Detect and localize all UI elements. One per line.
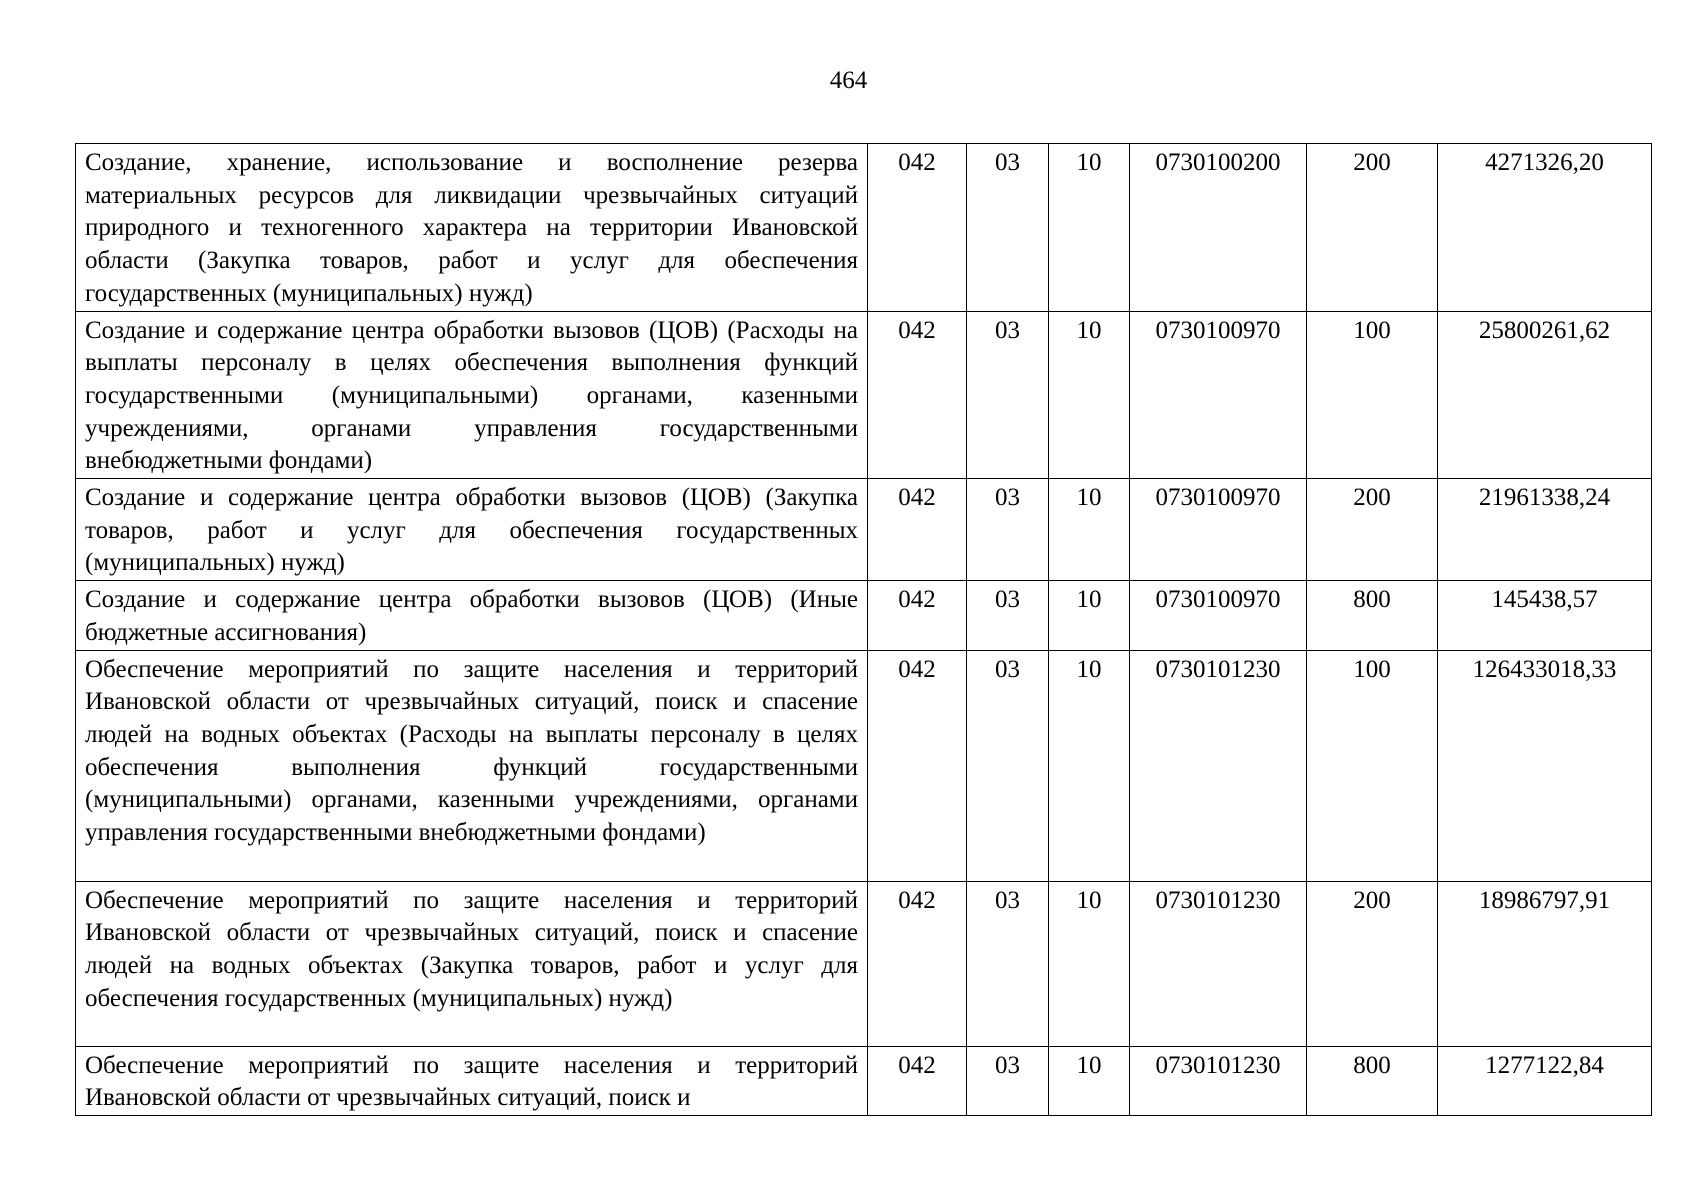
row-description: Создание и содержание центра обработки вызовов (ЦОВ) (Расходы на выплаты персоналу в целях обеспечения выполнения функций государственными (муниципальными) органами, казенными учреждениями, органами управления государственными внебюджетными фондами)	[76, 311, 868, 479]
table-row	[76, 144, 1652, 312]
row-expense-type-code: 200	[1307, 144, 1438, 312]
table-row	[76, 581, 1652, 650]
row-section-code: 03	[967, 1046, 1049, 1115]
row-ved-code: 042	[868, 311, 967, 479]
table-row	[76, 1046, 1652, 1115]
row-amount: 1277122,84	[1438, 1046, 1652, 1115]
row-section-code: 03	[967, 881, 1049, 1046]
row-subsection-code: 10	[1049, 1046, 1130, 1115]
row-subsection-code: 10	[1049, 144, 1130, 312]
row-subsection-code: 10	[1049, 581, 1130, 650]
row-ved-code: 042	[868, 1046, 967, 1115]
row-description: Обеспечение мероприятий по защите населения и территорий Ивановской области от чрезвычайных ситуаций, поиск и спасение людей на водных объектах (Закупка товаров, работ и услуг для обеспечения государственных (муниципальных) нужд)	[76, 881, 868, 1046]
row-description: Обеспечение мероприятий по защите населения и территорий Ивановской области от чрезвычайных ситуаций, поиск и спасение людей на водных объектах (Расходы на выплаты персоналу в целях обеспечения выполнения функций государственными (муниципальными) органами, казенными учреждениями, органами управления государственными внебюджетными фондами)	[76, 650, 868, 881]
row-target-code: 0730101230	[1130, 881, 1307, 1046]
row-ved-code: 042	[868, 881, 967, 1046]
row-expense-type-code: 200	[1307, 479, 1438, 581]
row-expense-type-code: 800	[1307, 581, 1438, 650]
row-amount: 126433018,33	[1438, 650, 1652, 881]
row-description: Создание, хранение, использование и восполнение резерва материальных ресурсов для ликвидации чрезвычайных ситуаций природного и техногенного характера на территории Ивановской области (Закупка товаров, работ и услуг для обеспечения государственных (муниципальных) нужд)	[76, 144, 868, 312]
row-ved-code: 042	[868, 650, 967, 881]
row-expense-type-code: 800	[1307, 1046, 1438, 1115]
row-ved-code: 042	[868, 581, 967, 650]
table-row	[76, 650, 1652, 881]
row-amount: 4271326,20	[1438, 144, 1652, 312]
row-target-code: 0730100970	[1130, 311, 1307, 479]
row-subsection-code: 10	[1049, 479, 1130, 581]
row-ved-code: 042	[868, 144, 967, 312]
row-subsection-code: 10	[1049, 881, 1130, 1046]
row-ved-code: 042	[868, 479, 967, 581]
row-section-code: 03	[967, 650, 1049, 881]
row-section-code: 03	[967, 581, 1049, 650]
row-amount: 21961338,24	[1438, 479, 1652, 581]
row-expense-type-code: 100	[1307, 650, 1438, 881]
row-expense-type-code: 100	[1307, 311, 1438, 479]
row-amount: 18986797,91	[1438, 881, 1652, 1046]
budget-table	[75, 143, 1652, 1116]
row-expense-type-code: 200	[1307, 881, 1438, 1046]
row-target-code: 0730100970	[1130, 479, 1307, 581]
table-row	[76, 881, 1652, 1046]
row-target-code: 0730101230	[1130, 650, 1307, 881]
row-description: Создание и содержание центра обработки вызовов (ЦОВ) (Закупка товаров, работ и услуг для обеспечения государственных (муниципальных) нужд)	[76, 479, 868, 581]
row-amount: 145438,57	[1438, 581, 1652, 650]
row-amount: 25800261,62	[1438, 311, 1652, 479]
row-description: Обеспечение мероприятий по защите населения и территорий Ивановской области от чрезвычайных ситуаций, поиск и	[76, 1046, 868, 1115]
table-row	[76, 311, 1652, 479]
row-target-code: 0730100200	[1130, 144, 1307, 312]
row-section-code: 03	[967, 311, 1049, 479]
row-target-code: 0730101230	[1130, 1046, 1307, 1115]
row-section-code: 03	[967, 479, 1049, 581]
row-description: Создание и содержание центра обработки вызовов (ЦОВ) (Иные бюджетные ассигнования)	[76, 581, 868, 650]
table-row	[76, 479, 1652, 581]
row-subsection-code: 10	[1049, 650, 1130, 881]
row-section-code: 03	[967, 144, 1049, 312]
page-number: 464	[829, 67, 868, 94]
row-subsection-code: 10	[1049, 311, 1130, 479]
row-target-code: 0730100970	[1130, 581, 1307, 650]
